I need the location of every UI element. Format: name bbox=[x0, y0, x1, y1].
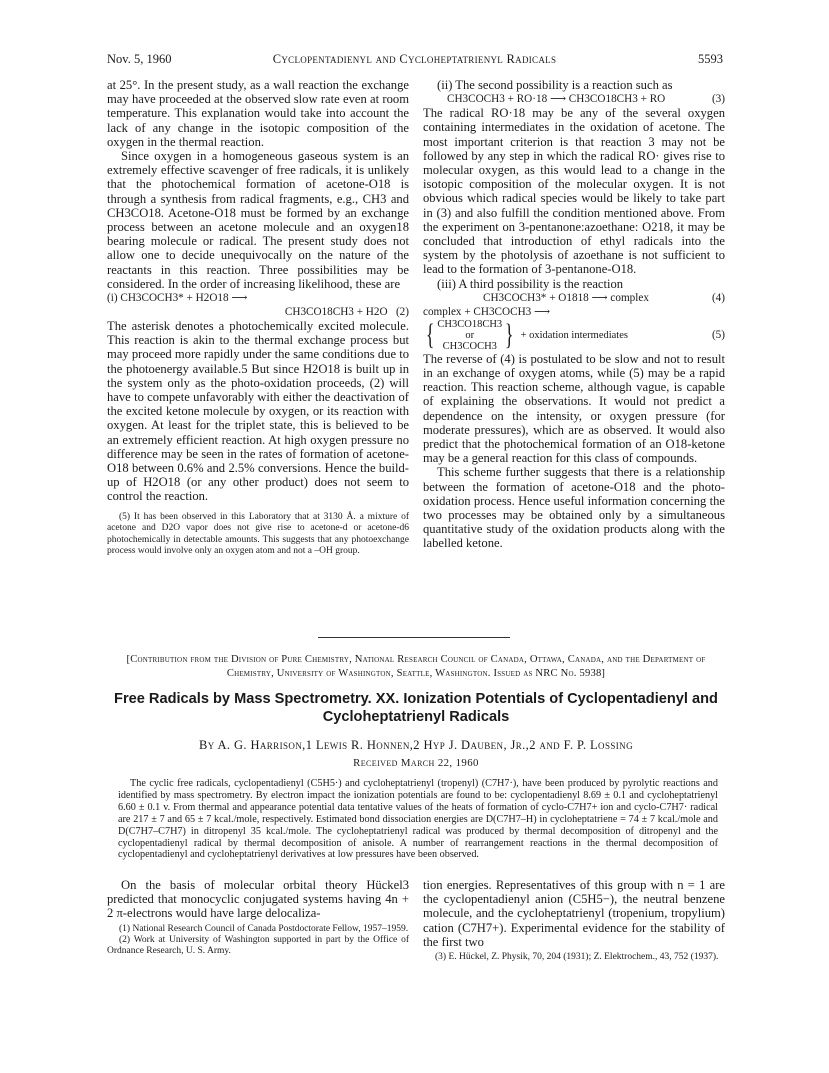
footnote-text: (5) It has been observed in this Laboratory that at 3130 Å. a mixture of acetone and D2O vapor does not give rise to acetone-d or acetone-d6 photochemically in detectable amounts. This suggests that any photoexchange process would involve only an oxygen atom and not a –OH group. bbox=[107, 511, 409, 556]
equation-number: (2) bbox=[395, 306, 409, 319]
abstract-text: The cyclic free radicals, cyclopentadienyl (C5H5·) and cycloheptatrienyl (tropenyl) (C7H7·), have been produced by pyrolytic reactions and identified by mass spectrometry. By electron impact the ionization potentials are found to be: cyclopentadienyl 8.69 ± 0.1 and cycloheptatrienyl 6.60 ± 0.1 v. From thermal and appearance potential data tentative values of the heats of formation of cyclo-C7H7+ ion and cyclo-C7H7· radical are 217 ± 7 and 65 ± 7 kcal./mole, respectively. Estimated bond dissociation energies are D(C7H7–H) in cycloheptatriene = 74 ± 7 kcal./mole and D(C7H7–C7H7) in ditropenyl 35 kcal./mole. The cycloheptatrienyl radical was produced by thermal decomposition of ditropenyl and the cyclopentadienyl radical by thermal decomposition of anisole. A number of rearrangement reactions in the thermal decomposition of cyclopentadienyl and cycloheptatrienyl derivatives at low pressures have been observed. bbox=[118, 778, 718, 861]
paragraph: at 25°. In the present study, as a wall reaction the exchange may have proceeded at the observed slow rate even at room temperature. This explanation would take into account the lack of any change in the isotopic composition of the oxygen in the thermal reaction. bbox=[107, 78, 409, 149]
footnotes bbox=[107, 924, 409, 958]
right-column bbox=[423, 78, 725, 551]
page-number: 5593 bbox=[698, 52, 723, 66]
abstract bbox=[118, 778, 718, 861]
stack-bottom: CH3COCH3 bbox=[442, 340, 497, 352]
running-header-date: Nov. 5, 1960 bbox=[107, 52, 172, 66]
equation-2-line-1: (i) CH3COCH3* + H2O18 ⟶ bbox=[107, 292, 248, 305]
paragraph: On the basis of molecular orbital theory Hückel3 predicted that monocyclic conjugated systems having 4n + 2 π-electrons would have large delocaliza- bbox=[107, 878, 409, 921]
section-divider bbox=[318, 637, 510, 638]
equation-5-line-2 bbox=[423, 319, 725, 352]
footnotes bbox=[423, 952, 725, 963]
equation-body: CH3COCH3* + O1818 ⟶ complex bbox=[483, 291, 649, 304]
equation-number: (3) bbox=[711, 93, 725, 106]
paragraph: Since oxygen in a homogeneous gaseous system is an extremely effective scavenger of free radicals, it is unlikely that the photochemical formation of acetone-O18 is through a synthesis from radical fragments, e.g., CH3 and CH3CO18. Acetone-O18 must be formed by an exchange process between an acetone molecule and an oxygen18 bearing molecule or radical. The present study does not allow one to decide unequivocally on the nature of the reactants in this reaction. Three possibilities may be considered. In the order of increasing likelihood, these are bbox=[107, 149, 409, 291]
footnote-1: (1) National Research Council of Canada Postdoctorate Fellow, 1957–1959. bbox=[119, 923, 409, 934]
paragraph: (ii) The second possibility is a reaction such as bbox=[437, 78, 673, 92]
contribution-note: [Contribution from the Division of Pure Chemistry, National Research Council of Canada, Ottawa, Canada, and the Department of Chemistry, University of Washington, Seattle, Washington. Issued as NRC No. 5938] bbox=[126, 654, 706, 679]
right-brace: } bbox=[505, 318, 514, 352]
equation-body: CH3COCH3 + RO·18 ⟶ CH3CO18CH3 + RO bbox=[447, 93, 666, 106]
footnote-5 bbox=[107, 512, 409, 558]
equation-number: (4) bbox=[711, 291, 725, 304]
equation-5-line-1: complex + CH3COCH3 ⟶ bbox=[423, 305, 551, 318]
article-authors: By A. G. Harrison,1 Lewis R. Honnen,2 Hyp J. Dauben, Jr.,2 and F. P. Lossing bbox=[199, 738, 633, 752]
article-title: Free Radicals by Mass Spectrometry. XX. Ionization Potentials of Cyclopentadienyl and Cycloheptatrienyl Radicals bbox=[114, 691, 718, 725]
paragraph: The radical RO·18 may be any of the several oxygen containing intermediates in the oxidation of acetone. The most important criterion is that reaction 3 may not be followed by any step in which the radical RO· gives rise to molecular oxygen, as this would lead to a change in the isotopic composition of the molecular oxygen. It is not obvious which radical species would be likely to take part in (3) and also fulfill the condition mentioned above. From the experiment on 3-pentanone:azoethane: O218, it may be concluded that introduction of ethyl radicals into the system by the photolysis of azoethane is not sufficient to lead to the formation of 3-pentanone-O18. bbox=[423, 106, 725, 277]
equation-number: (5) bbox=[711, 329, 725, 342]
paragraph: tion energies. Representatives of this group with n = 1 are the cyclopentadienyl anion (C5H5−), the neutral benzene molecule, and the cycloheptatrienyl (tropenium, tropylium) cation (C7H7+). Experimental evidence for the stability of the first two bbox=[423, 878, 725, 949]
footnote-2: (2) Work at University of Washington supported in part by the Office of Ordnance Research, U. S. Army. bbox=[107, 934, 409, 957]
stack-or: or bbox=[465, 329, 475, 341]
stack-top: CH3CO18CH3 bbox=[437, 318, 503, 330]
equation-3 bbox=[423, 92, 725, 106]
equation-5-stack bbox=[437, 319, 502, 352]
paragraph: The reverse of (4) is postulated to be slow and not to result in an exchange of oxygen atoms, while (5) may be a rapid reaction. This reaction scheme, although vague, is capable of explaining the observations. It would not predict a dependence on the intensity, or oxygen pressure (for moderate pressures), which are as observed. It would also predict that the photochemical formation of an O18-ketone may be a general reaction for this class of compounds. bbox=[423, 351, 725, 466]
left-brace: { bbox=[425, 318, 435, 352]
paragraph: This scheme further suggests that there is a relationship between the formation of acetone-O18 and the photo-oxidation process. Hence useful information concerning the two processes may be obtained only by a simultaneous quantitative study of the oxidation products along with the labelled ketone. bbox=[423, 465, 725, 551]
equation-5-rest: + oxidation intermediates bbox=[520, 329, 628, 341]
footnote-3: (3) E. Hückel, Z. Physik, 70, 204 (1931); Z. Elektrochem., 43, 752 (1937). bbox=[435, 952, 719, 963]
equation-5-brace-group bbox=[423, 319, 628, 352]
article-left-column bbox=[107, 878, 409, 957]
article-right-column bbox=[423, 878, 725, 963]
equation-4 bbox=[423, 291, 725, 305]
running-header-title: Cyclopentadienyl and Cycloheptatrienyl Radicals bbox=[272, 52, 557, 66]
received-date: Received March 22, 1960 bbox=[353, 757, 479, 769]
equation-2-products: CH3CO18CH3 + H2O bbox=[284, 306, 388, 319]
equation-2-line-2 bbox=[107, 305, 409, 319]
paragraph: The asterisk denotes a photochemically excited molecule. This reaction is akin to the thermal exchange process but may proceed more rapidly under the same conditions due to the photoenergy available.5 But since H2O18 is built up in the system only as the photo-oxidation proceeds, (2) will have to compete unfavorably with either the deactivation of the excited ketone molecule by oxygen, or its reaction with oxygen. At least for the triplet state, this is believed to be an extremely efficient reaction. At high oxygen pressure no difference may be seen in the rates of formation of acetone-O18 between 0.6% and 2.5% conversions. Hence the build-up of H2O18 (or any other product) does not seem to control the reaction. bbox=[107, 319, 409, 504]
left-column bbox=[107, 78, 409, 557]
paragraph: (iii) A third possibility is the reaction bbox=[437, 276, 624, 291]
